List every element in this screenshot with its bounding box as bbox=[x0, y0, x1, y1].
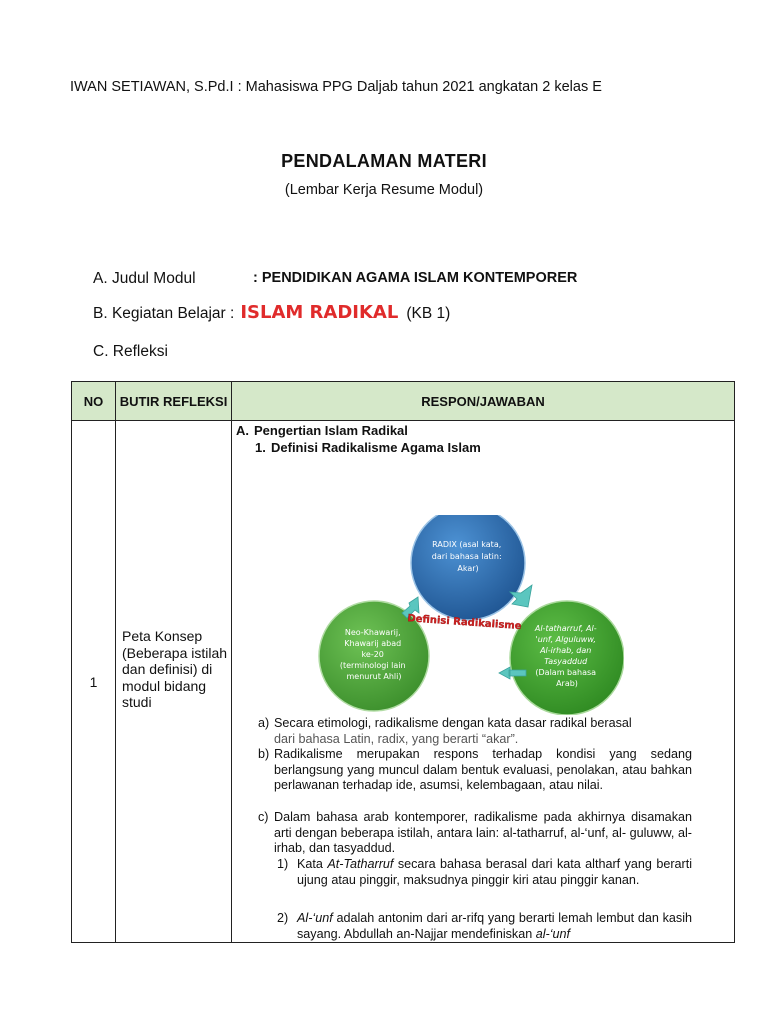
kegiatan-belajar-label: B. Kegiatan Belajar : bbox=[93, 305, 235, 322]
concept-map bbox=[312, 515, 624, 715]
concept-map-center-label: Definisi Radikalisme bbox=[407, 613, 522, 633]
header-butir-refleksi: BUTIR REFLEKSI bbox=[116, 382, 232, 421]
page-subtitle: (Lembar Kerja Resume Modul) bbox=[284, 182, 484, 198]
heading-pengertian: A. Pengertian Islam Radikal bbox=[236, 423, 408, 438]
row-number: 1 bbox=[72, 421, 116, 943]
paragraph-c2: 2) Al-‘unf adalah antonim dari ar-rifq yang berarti lemah lembut dan kasih sayang. Abdullah an-Najjar mendefiniskan al-‘unf bbox=[277, 911, 692, 941]
author-line: IWAN SETIAWAN, S.Pd.I : Mahasiswa PPG Daljab tahun 2021 angkatan 2 kelas E bbox=[70, 79, 602, 95]
section-kegiatan-belajar bbox=[93, 302, 450, 323]
paragraph-a: a) Secara etimologi, radikalisme dengan kata dasar radikal berasal dari bahasa Latin, radix, yang berarti “akar”. bbox=[258, 716, 632, 746]
section-refleksi: C. Refleksi bbox=[93, 343, 168, 360]
butir-text: Peta Konsep (Beberapa istilah dan definisi) di modul bidang studi bbox=[122, 628, 228, 710]
table-header-row bbox=[72, 382, 735, 421]
paragraph-c: c) Dalam bahasa arab kontemporer, radikalisme pada akhirnya disamakan arti dengan beberapa istilah, antara lain: al-tatharruf, al-‘unf, al- guluww, al-irhab, dan tasyaddud. bbox=[258, 810, 692, 856]
kegiatan-belajar-kb: (KB 1) bbox=[406, 305, 451, 322]
header-respon-jawaban: RESPON/JAWABAN bbox=[232, 382, 735, 421]
judul-modul-value: : PENDIDIKAN AGAMA ISLAM KONTEMPORER bbox=[253, 270, 578, 286]
page-title: PENDALAMAN MATERI bbox=[281, 151, 487, 171]
node-arabic-terms-label: Al-tatharruf, Al- 'unf, Alguluww, Al-irhab, dan Tasyaddud (Dalam bahasa Arab) bbox=[534, 624, 597, 688]
header-no: NO bbox=[72, 382, 116, 421]
heading-definisi: 1. Definisi Radikalisme Agama Islam bbox=[255, 440, 481, 455]
respon-cell bbox=[232, 421, 735, 943]
node-radix-label: RADIX (asal kata, dari bahasa latin: Akar) bbox=[431, 540, 502, 573]
node-khawarij-label: Neo-Khawarij, Khawarij abad ke-20 (terminologi lain menurut Ahli) bbox=[339, 628, 406, 681]
refleksi-table bbox=[71, 381, 735, 943]
kegiatan-belajar-value: ISLAM RADIKAL bbox=[240, 302, 399, 323]
table-row bbox=[72, 421, 735, 943]
section-judul-modul bbox=[93, 270, 578, 288]
butir-cell bbox=[116, 421, 232, 943]
judul-modul-label: A. Judul Modul bbox=[93, 270, 196, 287]
paragraph-c1: 1) Kata At-Tatharruf secara bahasa berasal dari kata altharf yang berarti ujung atau pinggir, maksudnya pinggir kiri atau pinggir kanan. bbox=[277, 857, 693, 887]
paragraph-b: b) Radikalisme merupakan respons terhadap kondisi yang sedang berlangsung yang muncul dalam bentuk evaluasi, penolakan, atau bahkan perlawanan terhadap ide, asumsi, kelembagaan, atau nilai. bbox=[258, 747, 692, 793]
